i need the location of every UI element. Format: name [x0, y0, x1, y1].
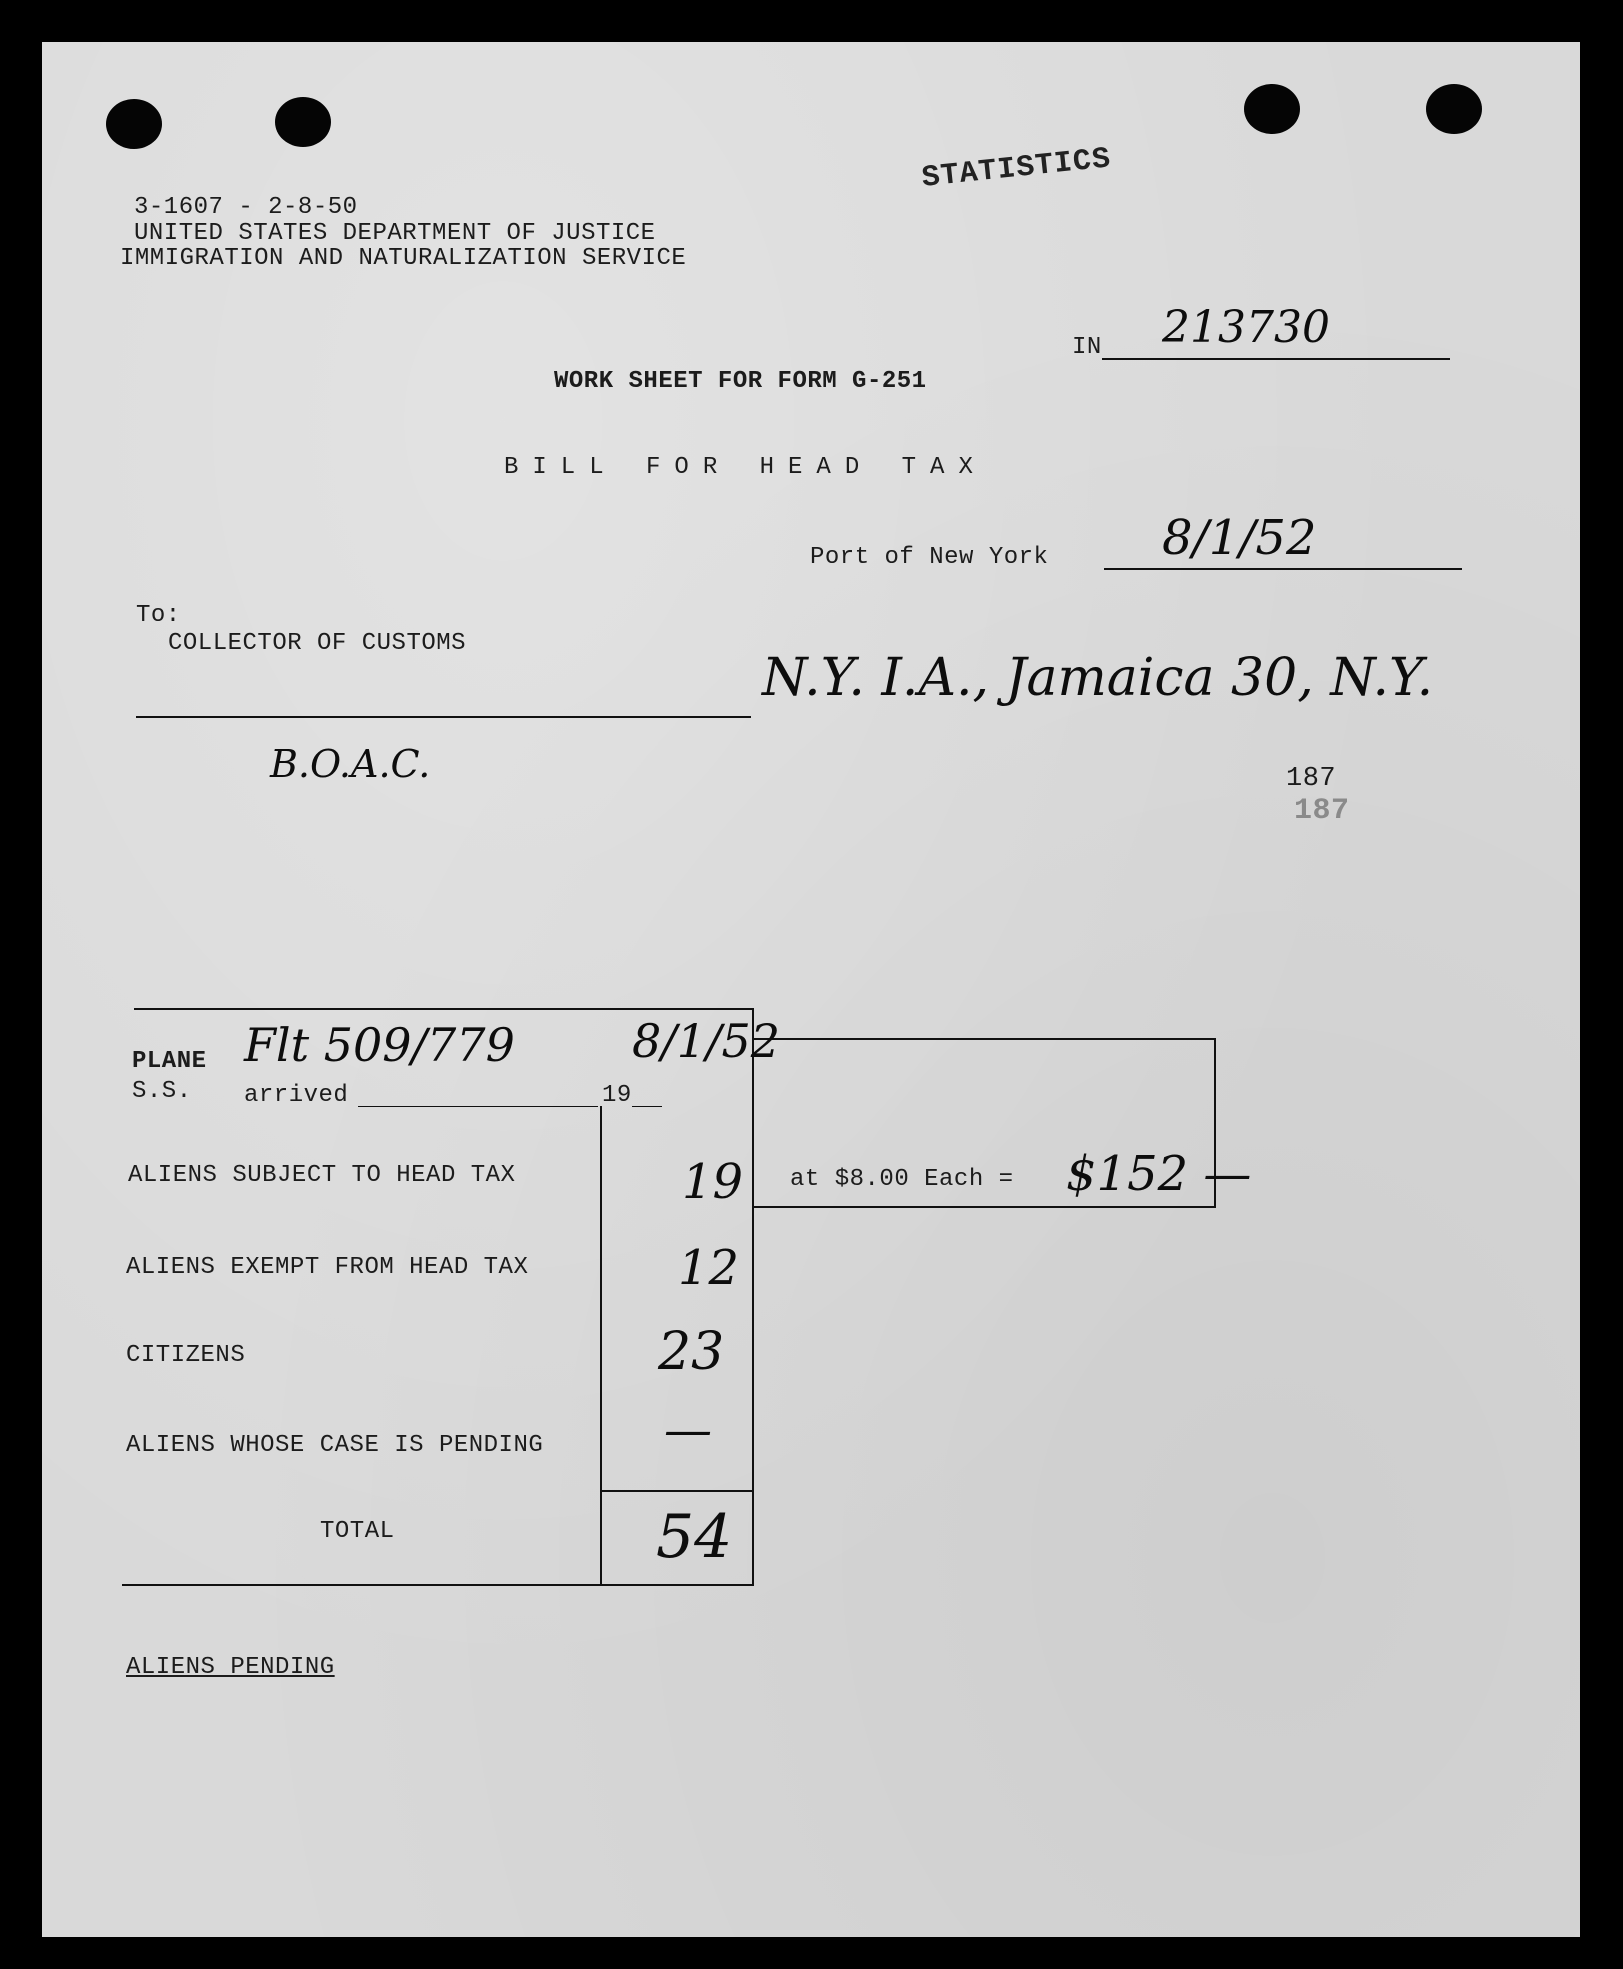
ss-label: S.S.	[132, 1078, 192, 1105]
table-right-line	[752, 1008, 754, 1586]
page-number-stamp: 187	[1294, 794, 1350, 828]
port-label: Port of New York	[810, 544, 1049, 571]
aliens-pending-heading: ALIENS PENDING	[126, 1654, 335, 1681]
service-name: IMMIGRATION AND NATURALIZATION SERVICE	[120, 245, 687, 272]
table-bottom-line	[122, 1584, 754, 1586]
tax-box-bottom	[752, 1206, 1216, 1208]
plane-label: PLANE	[132, 1048, 207, 1075]
row-label-pending: ALIENS WHOSE CASE IS PENDING	[126, 1432, 544, 1459]
port-date: 8/1/52	[1162, 510, 1317, 566]
to-label: To:	[136, 602, 181, 629]
table-top-line	[134, 1008, 754, 1010]
form-code: 3-1607 - 2-8-50	[134, 194, 358, 221]
punch-hole	[106, 99, 162, 149]
row-value-subject: 19	[682, 1154, 744, 1210]
to-line	[136, 716, 751, 718]
punch-hole	[1244, 84, 1300, 134]
department-name: UNITED STATES DEPARTMENT OF JUSTICE	[134, 220, 656, 247]
document-page	[42, 42, 1580, 1937]
row-label-citizens: CITIZENS	[126, 1342, 246, 1369]
to-location: N.Y. I.A., Jamaica 30, N.Y.	[762, 648, 1434, 708]
row-value-citizens: 23	[658, 1322, 725, 1382]
table-middle-line	[600, 1106, 602, 1586]
tax-amount: $152 —	[1066, 1146, 1252, 1202]
total-row-line	[600, 1490, 754, 1492]
in-number-line	[1102, 358, 1450, 360]
page-number: 187	[1286, 764, 1337, 794]
carrier-name: B.O.A.C.	[270, 742, 431, 786]
arrived-line	[358, 1106, 598, 1107]
port-date-line	[1104, 568, 1462, 570]
statistics-stamp: STATISTICS	[920, 142, 1113, 196]
page-subtitle: BILL FOR HEAD TAX	[504, 454, 987, 481]
row-label-subject: ALIENS SUBJECT TO HEAD TAX	[128, 1162, 516, 1189]
page-title: WORK SHEET FOR FORM G-251	[554, 368, 927, 395]
row-label-exempt: ALIENS EXEMPT FROM HEAD TAX	[126, 1254, 529, 1281]
punch-hole	[1426, 84, 1482, 134]
in-label: IN	[1072, 334, 1102, 361]
year-line	[632, 1106, 662, 1107]
tax-box-top	[752, 1038, 1216, 1040]
arrival-date: 8/1/52	[632, 1014, 781, 1068]
in-number: 213730	[1162, 302, 1330, 353]
row-value-exempt: 12	[678, 1240, 740, 1296]
total-value: 54	[656, 1502, 733, 1572]
total-label: TOTAL	[320, 1518, 395, 1545]
row-value-pending: —	[664, 1402, 712, 1458]
tax-rate-text: at $8.00 Each =	[790, 1166, 1014, 1193]
to-recipient: COLLECTOR OF CUSTOMS	[168, 630, 467, 657]
arrived-label: arrived	[244, 1082, 349, 1109]
flight-number: Flt 509/779	[244, 1018, 515, 1072]
punch-hole	[275, 97, 331, 147]
year-prefix: 19	[602, 1082, 632, 1109]
